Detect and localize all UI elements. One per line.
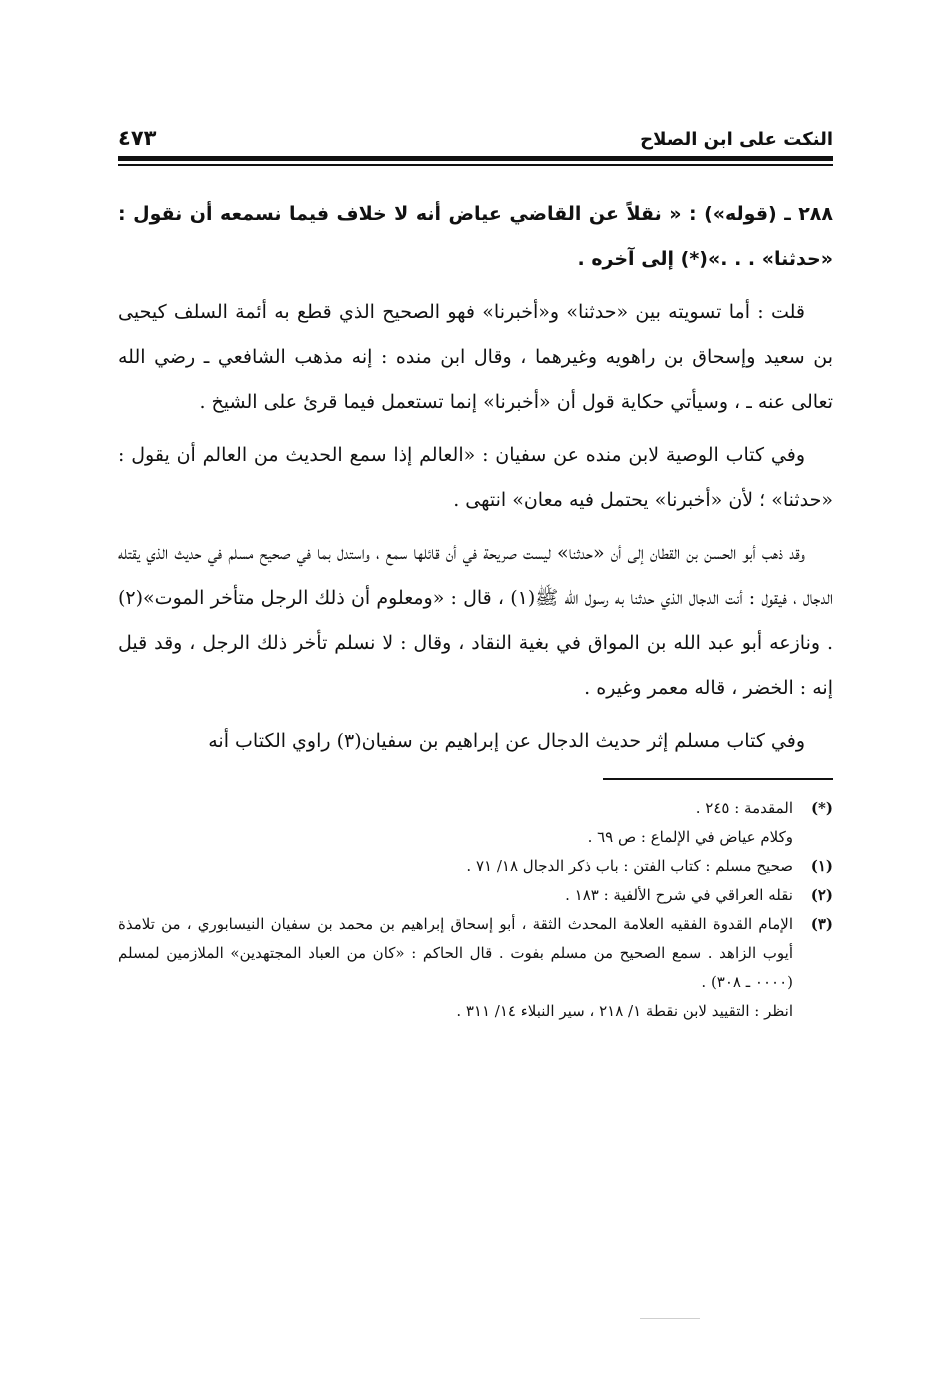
- footnote-marker: (*): [810, 799, 833, 817]
- footnote-3: [118, 910, 833, 1026]
- footnote-star: [118, 794, 833, 852]
- footnote-body: [118, 794, 793, 852]
- book-page: [118, 110, 833, 1026]
- header-rule-thin: [118, 164, 833, 166]
- footnote-1: [118, 852, 833, 881]
- header-rule-thick: [118, 156, 833, 161]
- footnote-line: المقدمة : ٢٤٥ .: [695, 799, 793, 817]
- paragraph-4: وفي كتاب مسلم إثر حديث الدجال عن إبراهيم بن سفيان(٣) راوي الكتاب أنه: [208, 730, 805, 752]
- footnote-body: [118, 910, 793, 1026]
- book-title: النكت على ابن الصلاح: [640, 129, 833, 150]
- footnote-marker: (٣): [810, 915, 833, 933]
- running-head: [118, 110, 833, 150]
- footnote-body: [118, 881, 793, 910]
- footnote-2: [118, 881, 833, 910]
- main-text: [118, 192, 833, 764]
- footnote-line: صحيح مسلم : كتاب الفتن : باب ذكر الدجال ١٨/ ٧١ .: [466, 857, 793, 875]
- footnote-line: نقله العراقي في شرح الألفية : ١٨٣ .: [565, 886, 793, 904]
- footnote-marker: (٢): [810, 886, 833, 904]
- footnote-body: [118, 852, 793, 881]
- page-number: ٤٧٣: [118, 126, 157, 150]
- footnote-line: الإمام القدوة الفقيه العلامة المحدث الثقة ، أبو إسحاق إبراهيم بن محمد بن سفيان النيسابوري ، من تلامذة أيوب الزاهد . سمع الصحيح من مسلم بفوت . قال الحاكم : «كان من العباد المجتهدين» الملازمين لمسلم (٠٠٠٠ ـ ٣٠٨) .: [118, 915, 793, 991]
- footnotes: [118, 794, 833, 1026]
- footnote-separator: [603, 778, 833, 780]
- paragraph-2: وفي كتاب الوصية لابن منده عن سفيان : «العالم إذا سمع الحديث من العالم أن يقول : «حدثنا» ؛ لأن «أخبرنا» يحتمل فيه معان» انتهى .: [118, 444, 833, 511]
- footnote-line: انظر : التقييد لابن نقطة ١/ ٢١٨ ، سير النبلاء ١٤/ ٣١١ .: [456, 1002, 793, 1020]
- section-heading: ٢٨٨ ـ (قوله») : « نقلاً عن القاضي عياض أنه لا خلاف فيما نسمعه أن نقول : «حدثنا» . . .»(*) إلى آخره .: [118, 203, 833, 270]
- footnote-line: وكلام عياض في الإلماع : ص ٦٩ .: [587, 828, 793, 846]
- footnote-marker: (١): [810, 857, 833, 875]
- paragraph-1: قلت : أما تسويته بين «حدثنا» و«أخبرنا» فهو الصحيح الذي قطع به أئمة السلف كيحيى بن سعيد وإسحاق بن راهويه وغيرهما ، وقال ابن منده : إنه مذهب الشافعي ـ رضي الله تعالى عنه ـ ، وسيأتي حكاية قول أن «أخبرنا» إنما تستعمل فيما قرئ على الشيخ .: [118, 301, 833, 413]
- paragraph-3: وقد ذهب أبو الحسن بن القطان إلى أن «حدثنا» ليست صريحة في أن قائلها سمع ، واستدل بما في صحيح مسلم في حديث الذي يقتله الدجال ، فيقول : أنت الدجال الذي حدثنا به رسول الله ﷺ(١) ، قال : «ومعلوم أن ذلك الرجل متأخر الموت»(٢) . ونازعه أبو عبد الله بن المواق في بغية النقاد ، وقال : لا نسلم تأخر ذلك الرجل ، وقد قيل إنه : الخضر ، قاله معمر وغيره .: [118, 542, 833, 699]
- scan-mark: [640, 1318, 700, 1319]
